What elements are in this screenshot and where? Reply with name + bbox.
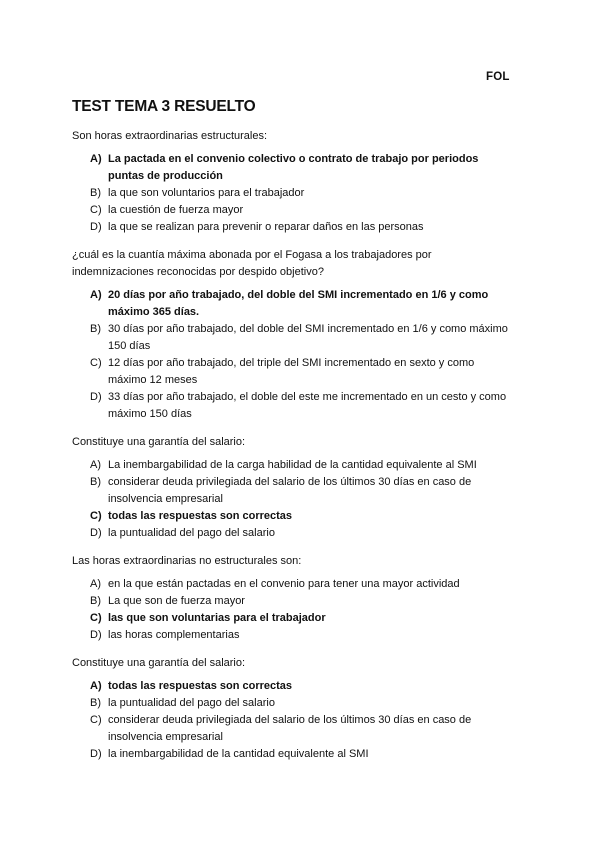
question-text: Las horas extraordinarias no estructurales son: bbox=[72, 555, 302, 567]
answer-option-correct bbox=[72, 610, 512, 627]
answer-option bbox=[72, 525, 512, 542]
page-title: TEST TEMA 3 RESUELTO bbox=[72, 98, 256, 115]
answer-option bbox=[72, 457, 512, 474]
option-letter: A) bbox=[90, 289, 102, 301]
answer-option bbox=[72, 593, 512, 610]
question-text: Son horas extraordinarias estructurales: bbox=[72, 130, 268, 142]
answer-options bbox=[72, 576, 512, 644]
answer-option bbox=[72, 474, 512, 508]
option-letter: D) bbox=[90, 629, 102, 641]
question-list bbox=[72, 128, 512, 774]
option-letter: D) bbox=[90, 391, 102, 403]
answer-option-correct bbox=[72, 151, 512, 185]
answer-option-correct bbox=[72, 508, 512, 525]
option-text: considerar deuda privilegiada del salario de los últimos 30 días en caso de insolvencia empresarial bbox=[108, 476, 472, 505]
option-letter: D) bbox=[90, 221, 102, 233]
option-letter: A) bbox=[90, 680, 102, 692]
question-block bbox=[72, 655, 512, 763]
answer-option bbox=[72, 389, 512, 423]
question-text: ¿cuál es la cuantía máxima abonada por el Fogasa a los trabajadores por indemnizaciones reconocidas por despido objetivo? bbox=[72, 249, 432, 278]
answer-option bbox=[72, 712, 512, 746]
option-text: 12 días por año trabajado, del triple del SMI incrementado en sexto y como máximo 12 meses bbox=[108, 357, 475, 386]
option-text: la cuestión de fuerza mayor bbox=[108, 204, 244, 216]
option-letter: C) bbox=[90, 510, 102, 522]
header-subject: FOL bbox=[486, 71, 510, 83]
option-letter: A) bbox=[90, 459, 101, 471]
question-block bbox=[72, 128, 512, 236]
answer-option bbox=[72, 576, 512, 593]
option-text: la inembargabilidad de la cantidad equivalente al SMI bbox=[108, 748, 369, 760]
answer-options bbox=[72, 287, 512, 423]
option-letter: B) bbox=[90, 323, 101, 335]
answer-options bbox=[72, 457, 512, 542]
answer-option bbox=[72, 355, 512, 389]
question-text: Constituye una garantía del salario: bbox=[72, 436, 246, 448]
question-block bbox=[72, 553, 512, 644]
option-letter: A) bbox=[90, 153, 102, 165]
option-text: considerar deuda privilegiada del salario de los últimos 30 días en caso de insolvencia empresarial bbox=[108, 714, 472, 743]
answer-option-correct bbox=[72, 287, 512, 321]
option-text: la puntualidad del pago del salario bbox=[108, 697, 275, 709]
option-letter: C) bbox=[90, 357, 102, 369]
option-text: todas las respuestas son correctas bbox=[108, 680, 293, 692]
answer-option bbox=[72, 202, 512, 219]
option-text: la que son voluntarios para el trabajador bbox=[108, 187, 305, 199]
question-text: Constituye una garantía del salario: bbox=[72, 657, 246, 669]
answer-option bbox=[72, 219, 512, 236]
option-letter: C) bbox=[90, 714, 102, 726]
answer-option bbox=[72, 746, 512, 763]
option-letter: B) bbox=[90, 697, 101, 709]
option-letter: B) bbox=[90, 476, 101, 488]
option-text: La pactada en el convenio colectivo o contrato de trabajo por periodos puntas de producción bbox=[108, 153, 479, 182]
option-text: 33 días por año trabajado, el doble del este me incrementado en un cesto y como máximo 150 días bbox=[108, 391, 507, 420]
option-text: La inembargabilidad de la carga habilidad de la cantidad equivalente al SMI bbox=[108, 459, 477, 471]
answer-options bbox=[72, 151, 512, 236]
option-letter: C) bbox=[90, 204, 102, 216]
question-block bbox=[72, 247, 512, 423]
answer-option bbox=[72, 695, 512, 712]
answer-option bbox=[72, 321, 512, 355]
option-letter: B) bbox=[90, 187, 101, 199]
answer-options bbox=[72, 678, 512, 763]
option-text: La que son de fuerza mayor bbox=[108, 595, 245, 607]
option-letter: C) bbox=[90, 612, 102, 624]
answer-option-correct bbox=[72, 678, 512, 695]
answer-option bbox=[72, 627, 512, 644]
option-text: las horas complementarias bbox=[108, 629, 240, 641]
option-text: todas las respuestas son correctas bbox=[108, 510, 293, 522]
option-text: la puntualidad del pago del salario bbox=[108, 527, 275, 539]
option-text: las que son voluntarias para el trabajador bbox=[108, 612, 326, 624]
option-text: la que se realizan para prevenir o reparar daños en las personas bbox=[108, 221, 424, 233]
option-letter: A) bbox=[90, 578, 101, 590]
option-letter: D) bbox=[90, 748, 102, 760]
option-letter: B) bbox=[90, 595, 101, 607]
option-letter: D) bbox=[90, 527, 102, 539]
question-block bbox=[72, 434, 512, 542]
answer-option bbox=[72, 185, 512, 202]
option-text: 30 días por año trabajado, del doble del SMI incrementado en 1/6 y como máximo 150 días bbox=[108, 323, 508, 352]
option-text: 20 días por año trabajado, del doble del SMI incrementado en 1/6 y como máximo 365 días. bbox=[108, 289, 489, 318]
option-text: en la que están pactadas en el convenio para tener una mayor actividad bbox=[108, 578, 460, 590]
